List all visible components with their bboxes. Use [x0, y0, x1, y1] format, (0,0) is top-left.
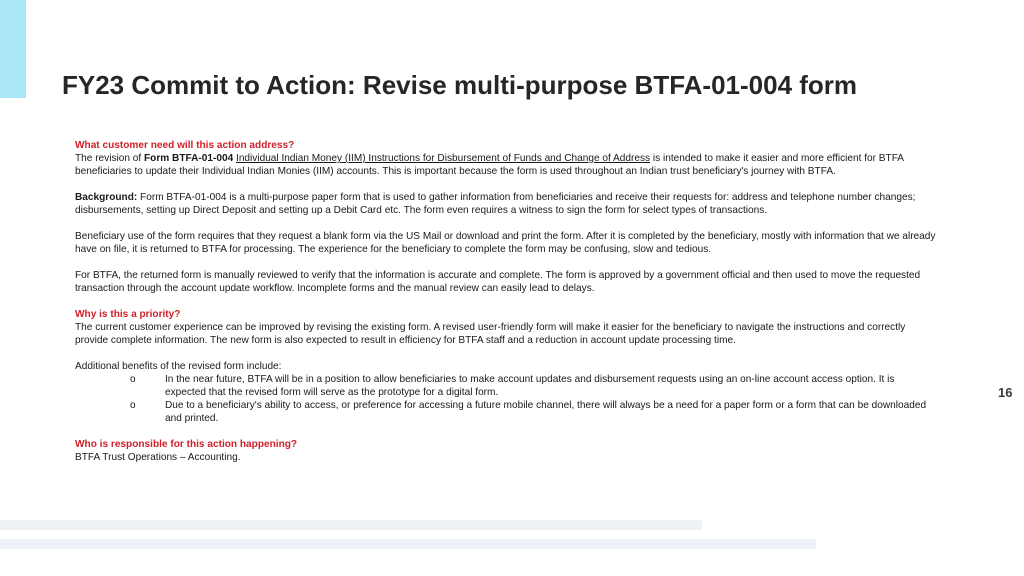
benefit-text: In the near future, BTFA will be in a position to allow beneficiaries to make account updates and disbursement requests using an on-line account access option. It is expected that the revised form will serve as the prototype for a digital form.	[165, 374, 895, 398]
priority-heading: Why is this a priority?	[75, 309, 181, 320]
bullet-circle-icon: o	[130, 400, 136, 411]
form-title-link[interactable]: Individual Indian Money (IIM) Instructions for Disbursement of Funds and Change of Address	[236, 153, 651, 164]
priority-paragraph: The current customer experience can be improved by revising the existing form. A revised user-friendly form will make it easier for the beneficiary to navigate the instructions and correctly provide complete information. The new form is also expected to result in efficiency for BTFA staff and a reduction in account update processing time.	[75, 322, 906, 346]
bullet-circle-icon: o	[130, 374, 136, 385]
page-title: FY23 Commit to Action: Revise multi-purpose BTFA-01-004 form	[62, 70, 858, 100]
beneficiary-use-paragraph: Beneficiary use of the form requires that they request a blank form via the US Mail or download and print the form. After it is completed by the beneficiary, mostly with information that we already have on file, it is returned to BTFA for processing. The experience for the beneficiary to complete the form may be confusing, slow and tedious.	[75, 231, 936, 255]
responsible-text: BTFA Trust Operations – Accounting.	[75, 452, 241, 463]
background-text: Form BTFA-01-004 is a multi-purpose paper form that is used to gather information from beneficiaries and receive their requests for: address and telephone number changes; disbursements, setting up Direct Deposit and setting up a Debit Card etc. The form even requires a witness to sign the form for select types of transactions.	[75, 192, 916, 216]
footer-band	[0, 539, 816, 549]
btfa-review-paragraph: For BTFA, the returned form is manually reviewed to verify that the information is accurate and complete. The form is approved by a government official and then used to move the requested transaction through the account update workflow. Incomplete forms and the manual review can easily lead to delays.	[75, 270, 921, 294]
list-item	[75, 373, 937, 399]
customer-need-heading: What customer need will this action address?	[75, 140, 295, 151]
background-paragraph	[75, 191, 937, 217]
customer-need-paragraph	[75, 152, 937, 178]
responsible-heading: Who is responsible for this action happening?	[75, 439, 298, 450]
benefits-intro: Additional benefits of the revised form include:	[75, 361, 282, 372]
background-label: Background:	[75, 192, 138, 203]
page-number: 16	[998, 385, 1013, 400]
form-id: Form BTFA-01-004	[144, 153, 234, 164]
slide-body	[75, 139, 937, 464]
customer-need-intro: The revision of	[75, 153, 145, 164]
customer-need-text: is intended to make it easier and more efficient for BTFA beneficiaries to update their Individual Indian Monies (IIM) accounts. This is important because the form is used throughout an Indian trust beneficiary's journey with BTFA.	[75, 153, 904, 177]
list-item	[75, 399, 937, 425]
accent-bar	[0, 0, 26, 98]
benefit-text: Due to a beneficiary's ability to access, or preference for accessing a future mobile channel, there will always be a need for a paper form or a form that can be downloaded and printed.	[165, 400, 927, 424]
footer-band	[0, 520, 702, 530]
